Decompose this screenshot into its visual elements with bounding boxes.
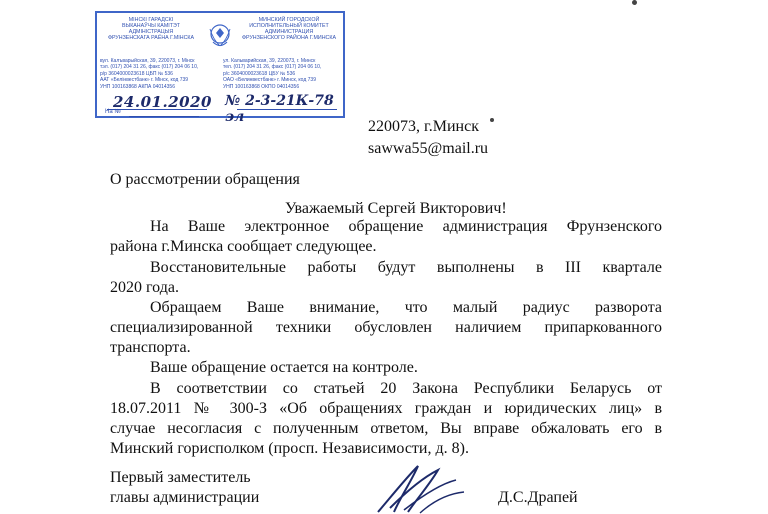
letterhead-line: МІНСКІ ГАРАДСКІ xyxy=(128,17,174,23)
signer-title: главы администрации xyxy=(110,489,260,506)
date-underline xyxy=(107,109,207,110)
details-line: УНП 100163868 ОКПО 04014356 xyxy=(223,83,300,90)
signer-title: Первый заместитель xyxy=(110,469,251,486)
body-line: случае несогласия с полученным ответом, Вы вправе обжаловать его в xyxy=(110,420,662,437)
reference-underline xyxy=(129,116,199,117)
scan-mark xyxy=(632,0,637,5)
letterhead-line: МИНСКИЙ ГОРОДСКОЙ xyxy=(258,17,320,23)
details-line: р/с 3604000023618 ЦБУ № 536 xyxy=(223,70,296,77)
details-line: УНП 100163868 АКПА 04014356 xyxy=(100,83,175,90)
body-line: 18.07.2011 № 300-З «Об обращениях граждан и юридических лиц» в xyxy=(110,400,662,417)
body-line: Минский горисполком (просп. Независимости, д. 8). xyxy=(110,440,469,457)
details-line: ул. Кальварийская, 39, 220073, г. Минск xyxy=(223,58,316,64)
details-line: тел. (017) 204 31 26, факс (017) 204 06 10, xyxy=(223,64,322,71)
body-line: 2020 года. xyxy=(110,279,179,296)
letterhead-line: ИСПОЛНИТЕЛЬНЫЙ КОМИТЕТ xyxy=(249,23,329,29)
details-line: ААТ «Белінвестбанк» г. Мінск, код 739 xyxy=(100,77,189,84)
letterhead-line: ФРУНЗЕНСКОГО РАЙОНА Г.МИНСКА xyxy=(242,35,336,41)
body-line: специализированной техники обусловлен наличием припаркованного xyxy=(110,319,662,336)
body-line: района г.Минска сообщает следующее. xyxy=(110,238,377,255)
body-line: На Ваше электронное обращение администрация Фрунзенского xyxy=(150,218,662,235)
outgoing-date: 24.01.2020 xyxy=(113,93,212,111)
letterhead-line: ВЫКАНАЎЧЫ КАМІТЭТ xyxy=(121,23,181,29)
letterhead-right-header xyxy=(237,17,341,41)
letterhead-left-details xyxy=(100,58,208,90)
signer-name: Д.С.Драпей xyxy=(498,489,578,506)
letterhead-right-details xyxy=(223,58,331,90)
belarus-emblem-icon xyxy=(207,21,233,49)
reference-label: На № xyxy=(105,109,121,115)
body-line: Восстановительные работы будут выполнены в III квартале xyxy=(150,259,662,276)
body-line: В соответствии со статьей 20 Закона Республики Беларусь от xyxy=(150,380,662,397)
letterhead-left-header xyxy=(99,17,203,41)
addressee-city: 220073, г.Минск xyxy=(368,118,479,135)
handwritten-signature-icon xyxy=(360,458,480,514)
letterhead-line: АДМИНИСТРАЦИЯ xyxy=(264,29,314,35)
details-line: ОАО «Белинвестбанк» г. Минск, код 739 xyxy=(223,77,316,84)
number-underline xyxy=(237,109,337,110)
details-line: тэл. (017) 204 31 26, факс (017) 204 06 10, xyxy=(100,64,199,71)
body-line: транспорта. xyxy=(110,339,191,356)
scan-mark xyxy=(490,118,494,122)
outgoing-number: № 2-3-21К-78 эл xyxy=(225,93,334,125)
letterhead-line: АДМІНІСТРАЦЫЯ xyxy=(128,29,174,35)
details-line: вул. Калъварыйская, 39, 220073, г. Мінск xyxy=(100,58,195,64)
letterhead-stamp xyxy=(95,11,345,125)
letterhead-line: ФРУНЗЕНСКАГА РАЁНА Г.МІНСКА xyxy=(107,35,195,41)
details-line: р/р 3604000023618 ЦБП № 536 xyxy=(100,70,173,77)
body-line: Ваше обращение остается на контроле. xyxy=(150,359,418,376)
letter-subject: О рассмотрении обращения xyxy=(110,171,300,188)
body-line: Обращаем Ваше внимание, что малый радиус разворота xyxy=(150,299,662,316)
addressee-email: sawwa55@mail.ru xyxy=(368,140,489,157)
salutation: Уважаемый Сергей Викторович! xyxy=(285,200,507,217)
